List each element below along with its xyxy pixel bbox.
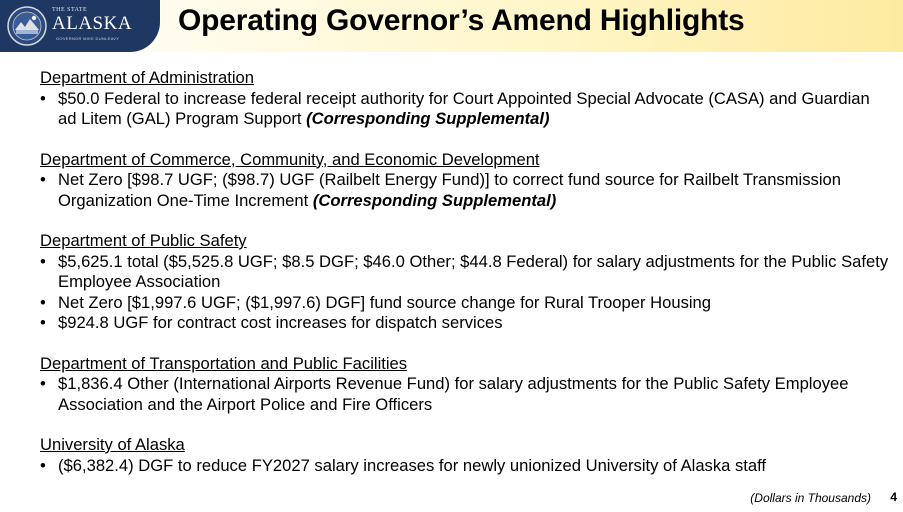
units-note: (Dollars in Thousands) <box>750 491 871 505</box>
department-heading: Department of Commerce, Community, and Economic Development <box>40 149 540 169</box>
bullet-item <box>40 89 890 130</box>
department-section <box>40 68 890 130</box>
bullet-icon: • <box>40 88 46 108</box>
page-number: 4 <box>890 490 897 504</box>
state-seal-icon <box>7 6 47 46</box>
highlights-list <box>40 68 890 496</box>
bullet-icon: • <box>40 455 46 475</box>
state-logo <box>0 0 160 52</box>
logo-tagline: GOVERNOR MIKE DUNLEAVY <box>56 36 120 41</box>
department-heading: Department of Transportation and Public Facilities <box>40 353 408 373</box>
logo-small-text: THE STATE <box>52 7 88 13</box>
supplemental-note: (Corresponding Supplemental) <box>312 190 557 210</box>
department-section <box>40 354 890 416</box>
bullet-item <box>40 252 890 293</box>
department-heading: Department of Administration <box>40 68 254 87</box>
bullet-text: $1,836.4 Other (International Airports Revenue Fund) for salary adjustments for the Public Safety Employee Association and the Airport Police and Fire Officers <box>58 374 849 414</box>
department-section <box>40 231 890 334</box>
bullet-icon: • <box>40 251 46 271</box>
bullet-text: $924.8 UGF for contract cost increases for dispatch services <box>58 313 503 332</box>
supplemental-note: (Corresponding Supplemental) <box>306 109 550 128</box>
bullet-item <box>40 170 890 211</box>
bullet-text: $5,625.1 total ($5,525.8 UGF; $8.5 DGF; $46.0 Other; $44.8 Federal) for salary adjustments for the Public Safety Employee Association <box>58 251 889 291</box>
bullet-item <box>40 313 890 334</box>
logo-state-name: ALASKA <box>52 13 133 34</box>
bullet-item <box>40 374 890 415</box>
bullet-text: Net Zero [$1,997.6 UGF; ($1,997.6) DGF] fund source change for Rural Trooper Housing <box>58 292 712 312</box>
bullet-item <box>40 456 890 477</box>
bullet-item <box>40 293 890 314</box>
bullet-text: $50.0 Federal to increase federal receipt authority for Court Appointed Special Advocate (CASA) and Guardian ad Litem (GAL) Program Support <box>58 88 870 128</box>
bullet-text: ($6,382.4) DGF to reduce FY2027 salary increases for newly unionized University of Alaska staff <box>58 455 767 475</box>
department-section <box>40 150 890 212</box>
page-title: Operating Governor’s Amend Highlights <box>178 4 745 37</box>
bullet-icon: • <box>40 292 46 312</box>
department-section <box>40 435 890 476</box>
bullet-text: Net Zero [$98.7 UGF; ($98.7) UGF (Railbelt Energy Fund)] to correct fund source for Railbelt Transmission Organization One-Time Increment <box>58 170 841 210</box>
department-heading: Department of Public Safety <box>40 231 247 250</box>
bullet-icon: • <box>40 313 46 332</box>
bullet-icon: • <box>40 374 46 393</box>
bullet-icon: • <box>40 170 46 189</box>
department-heading: University of Alaska <box>40 435 185 454</box>
